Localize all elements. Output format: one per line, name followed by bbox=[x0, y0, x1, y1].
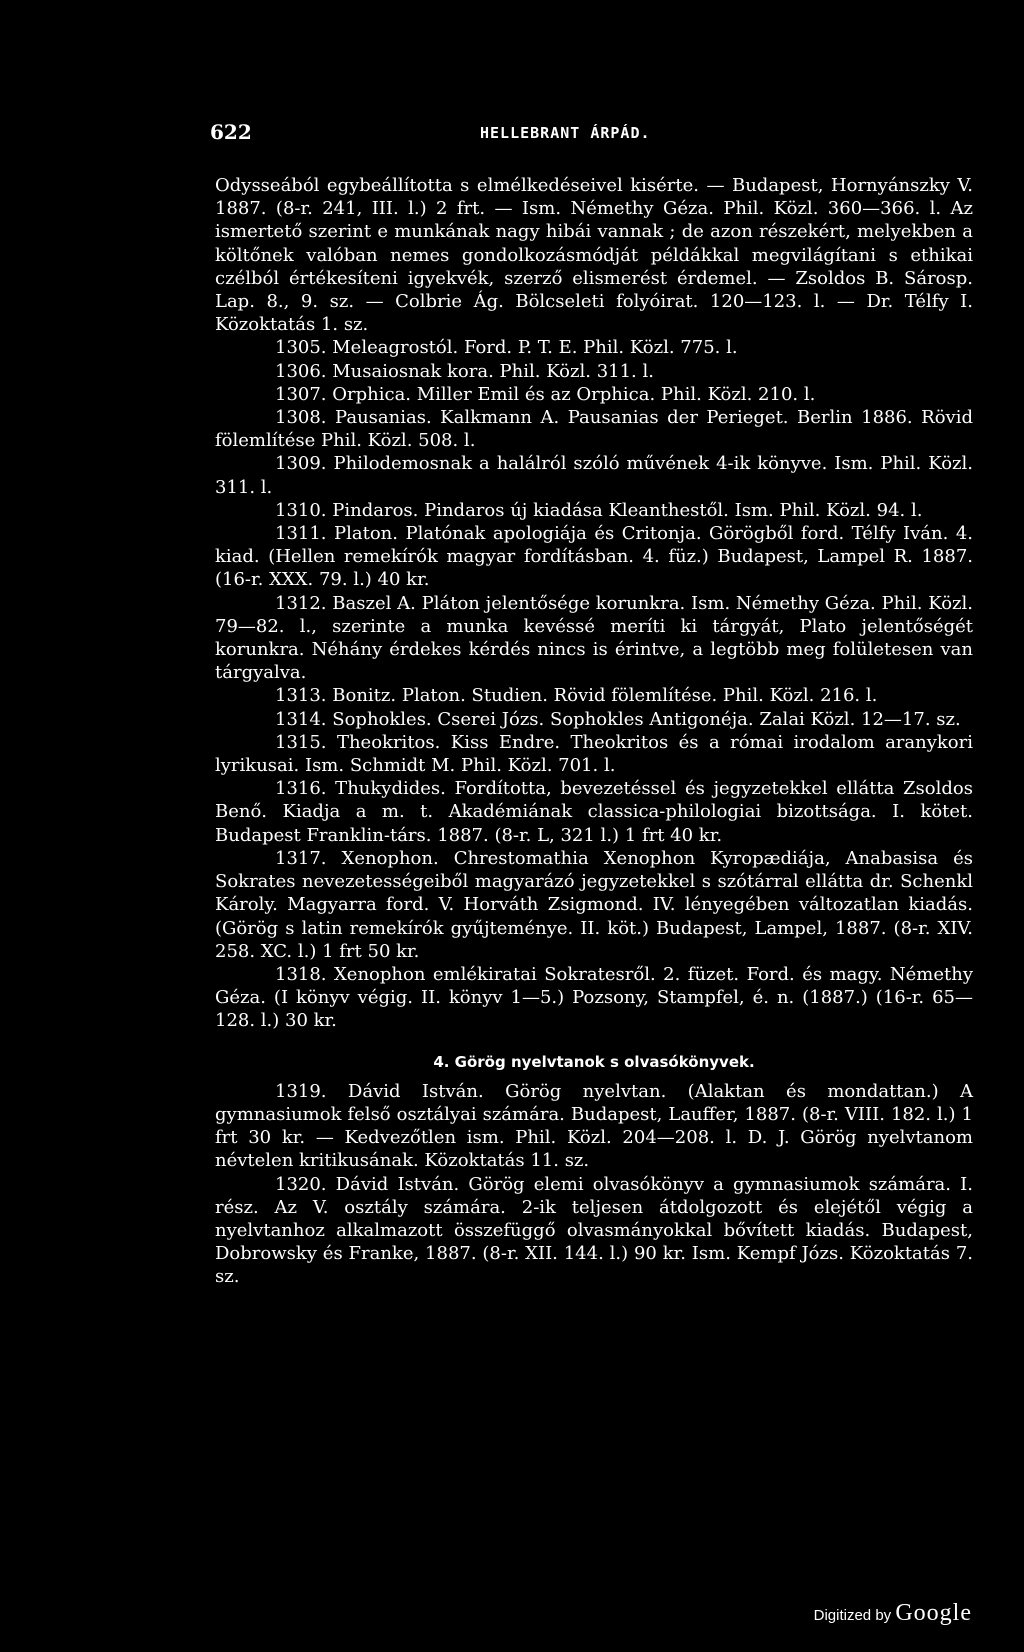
entry-1314: 1314. Sophokles. Cserei Józs. Sophokles Antigonéja. Zalai Közl. 12—17. sz. bbox=[275, 708, 961, 730]
digitized-label: Digitized by bbox=[813, 1607, 892, 1624]
entry-1313: 1313. Bonitz. Platon. Studien. Rövid fölemlítése. Phil. Közl. 216. l. bbox=[275, 685, 878, 707]
digitized-footer bbox=[814, 1600, 972, 1627]
entry-1319: 1319. Dávid István. Görög nyelvtan. (Alaktan és mondattan.) A gymnasiumok felső osztályai számára. Budapest, Lauffer, 1887. (8-r. VIII. 182. l.) 1 frt 30 kr. — Kedvezőtlen ism. Phil. Közl. 204—208. l. D. J. Görög nyelvtanom névtelen kritikusának. Közoktatás 11. sz. bbox=[215, 1080, 973, 1172]
entry-1315: 1315. Theokritos. Kiss Endre. Theokritos és a római irodalom aranykori lyrikusai. Ism. Schmidt M. Phil. Közl. 701. l. bbox=[215, 731, 973, 777]
entry-1316: 1316. Thukydides. Fordította, bevezetéssel és jegyzetekkel ellátta Zsoldos Benő. Kiadja a m. t. Akadémiának classica-philologiai bizottsága. I. kötet. Budapest Franklin-társ. 1887. (8-r. L, 321 l.) 1 frt 40 kr. bbox=[215, 778, 973, 846]
entry-1306: 1306. Musaiosnak kora. Phil. Közl. 311. l. bbox=[275, 360, 654, 382]
entry-1318: 1318. Xenophon emlékiratai Sokratesről. 2. füzet. Ford. és magy. Némethy Géza. (I könyv végig. II. könyv 1—5.) Pozsony, Stampfel, é. n. (1887.) (16-r. 65—128. l.) 30 kr. bbox=[215, 963, 973, 1032]
entry-1308: 1308. Pausanias. Kalkmann A. Pausanias der Periegеt. Berlin 1886. Rövid fölemlítése Phil. Közl. 508. l. bbox=[215, 407, 973, 452]
page-number: 622 bbox=[210, 120, 252, 144]
entry-1309: 1309. Philodemosnak a halálról szóló művének 4-ik könyve. Ism. Phil. Közl. 311. l. bbox=[215, 453, 973, 498]
google-logo: Google bbox=[895, 1600, 972, 1626]
entry-1311: 1311. Platon. Platónak apologiája és Critonja. Görögből ford. Télfy Iván. 4. kiad. (Hellen remekírók magyar fordításban. 4. füz.) Budapest, Lampel R. 1887. (16-r. XXX. 79. l.) 40 kr. bbox=[215, 523, 973, 591]
entry-1305: 1305. Meleagrostól. Ford. P. T. E. Phil. Közl. 775. l. bbox=[275, 337, 738, 359]
entry-1312: 1312. Baszel A. Pláton jelentősége korunkra. Ism. Némethy Géza. Phil. Közl. 79—82. l., szerinte a munka kevéssé meríti ki tárgyát, Plato jelentőségét korunkra. Néhány érdekes kérdés nincs is érintve, a legtöbb meg folületesen van tárgyalva. bbox=[215, 592, 973, 684]
bibliography-body bbox=[215, 174, 973, 1289]
entry-1307: 1307. Orphica. Miller Emil és az Orphica. Phil. Közl. 210. l. bbox=[275, 383, 816, 405]
entry-intro: Odysseából egybeállította s elmélkedéseivel kisérte. — Budapest, Hornyánszky V. 1887. (8-r. 241, III. l.) 2 frt. — Ism. Némethy Géza. Phil. Közl. 360—366. l. Az ismertető szerint e munkának nagy hibái vannak ; de azon részekért, melyekben a költőnek valóban nemes gondolkozásmódját példákkal megvilágítani s ethikai czélból értékesíteni igyekvék, szerző elismerést érdemel. — Zsoldos B. Sárosp. Lap. 8., 9. sz. — Colbrie Ág. Bölcseleti folyóirat. 120—123. l. — Dr. Télfy I. Közoktatás 1. sz. bbox=[215, 175, 973, 336]
entry-1320: 1320. Dávid István. Görög elemi olvasókönyv a gymnasiumok számára. I. rész. Az V. osztály számára. 2-ik teljesen átdolgozott és elejétől végig a nyelvtanhoz alkalmazott összefüggő olvasmányokkal bővített kiadás. Budapest, Dobrowsky és Franke, 1887. (8-r. XII. 144. l.) 90 kr. Ism. Kempf Józs. Közoktatás 7. sz. bbox=[215, 1173, 973, 1288]
section-title: 4. Görög nyelvtanok s olvasókönyvek. bbox=[433, 1052, 755, 1071]
entry-1310: 1310. Pindaros. Pindaros új kiadása Kleanthestől. Ism. Phil. Közl. 94. l. bbox=[275, 499, 923, 521]
running-head: HELLEBRANT ÁRPÁD. bbox=[480, 124, 651, 142]
entry-1317: 1317. Xenophon. Chrestomathia Xenophon Kyropædiája, Anabasisa és Sokrates nevezetességeiből magyarázó jegyzetekkel s szótárral ellátta dr. Schenkl Károly. Magyarra ford. V. Horváth Zsigmond. IV. lényegében változatlan kiadás. (Görög s latin remekírók gyűjteménye. II. köt.) Budapest, Lampel, 1887. (8-r. XIV. 258. XC. l.) 1 frt 50 kr. bbox=[215, 847, 973, 962]
page-header bbox=[210, 120, 800, 150]
